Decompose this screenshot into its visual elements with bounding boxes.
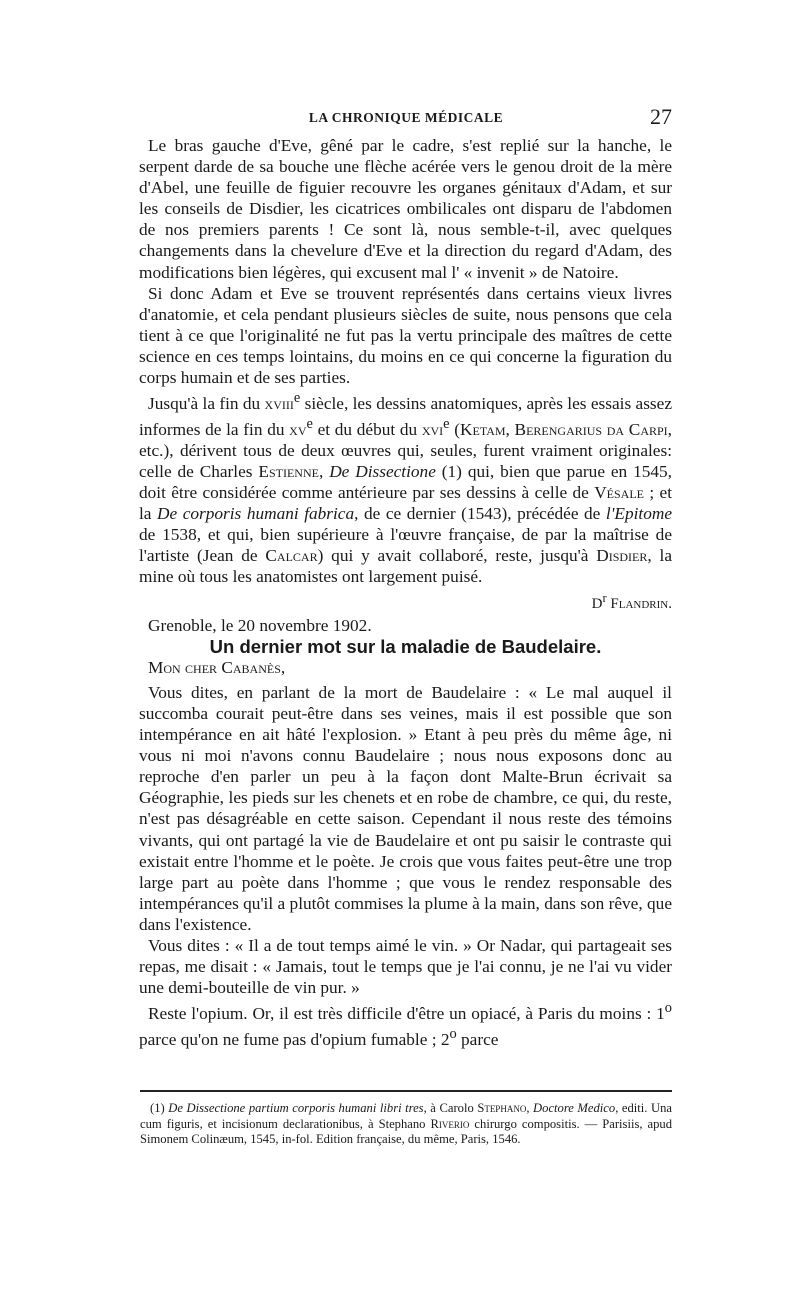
paragraph: Vous dites : « Il a de tout temps aimé le vin. » Or Nadar, qui partageait ses repas, me disait : « Jamais, tout le temps que je l'ai connu, je ne l'ai vu vider une demi-bouteille de vin pur. » [139,936,672,998]
page-header [140,104,672,134]
footnote: (1) De Dissectione partium corporis humani libri tres, à Carolo Stephano, Doctore Medico, editi. Una cum figuris, et incisionum declarationibus, à Stephano Riverio chirurgo compositis. — Parisiis, apud Simonem Colinæum, 1545, in-fol. Edition française, du même, Paris, 1546. [140,1101,672,1146]
place-date: Grenoble, le 20 novembre 1902. [148,615,372,635]
signature: $D^r$ Flandrin. [591,590,672,612]
paragraph: Reste l'opium. Or, il est très difficile d'être un opiacé, à Paris du moins : 1$^o$ parce qu'on ne fume pas d'opium fumable ; 2$^o$ parce [139,1000,672,1049]
paragraph: Le bras gauche d'Eve, gêné par le cadre, s'est replié sur la hanche, le serpent darde de sa bouche une flèche acérée vers le genou droit de la mère d'Abel, une feuille de figuier recouvre les organes génitaux d'Adam, et sur les conseils de Disdier, les cicatrices ombilicales ont disparu de l'abdomen de nos premiers parents ! Ce sont là, nous semble-t-il, avec quelques changements dans la chevelure d'Eve et la direction du regard d'Adam, des modifications bien légères, qui excusent mal l' « invenit » de Natoire. [139,136,672,282]
section-title: Un dernier mot sur la maladie de Baudelaire. [209,635,602,657]
paragraph: Jusqu'à la fin du xviii$^e$ siècle, les dessins anatomiques, après les essais assez informes de la fin du $xv^e$ et du début du xvi$^e$ (Ketam, Berengarius da Carpi, etc.), dérivent tous de deux œuvres qui, seules, furent vraiment originales: celle de Charles Estienne, De Dissectione (1) qui, bien que parue en 1545, doit être considérée comme antérieure par ses dessins à celle de Vésale ; et la De corporis humani fabrica, de ce dernier (1543), précédée de l'Epitome de 1538, et qui, bien supérieure à l'œuvre française, de par la maîtrise de l'artiste (Jean de Calcar) qui y avait collaboré, reste, jusqu'à Disdier, la mine où tous les anatomistes ont largement puisé. [139,390,672,587]
paragraph: Si donc Adam et Eve se trouvent représentés dans certains vieux livres d'anatomie, et cela pendant plusieurs siècles de suite, nous pensons que cela tient à ce que l'originalité ne fut pas la vertu principale des maîtres de cette science en ces temps lointains, du moins en ce qui concerne la figuration du corps humain et de ses parties. [139,283,672,388]
running-title: LA CHRONIQUE MÉDICALE [308,110,504,125]
page-number: 27 [650,104,672,129]
footnote-divider [140,1090,672,1092]
salutation: Mon cher Cabanès, [148,657,286,677]
body-text [139,135,672,1050]
paragraph: Vous dites, en parlant de la mort de Baudelaire : « Le mal auquel il succomba courait peut-être dans ses veines, mais il est possible que son intempérance en ait hâté l'explosion. » Etant à peu près du même âge, ni vous ni moi n'avons connu Baudelaire ; nous nous exposons donc au reproche d'en parler un peu à la façon dont Malte-Brun écrivait sa Géographie, les pieds sur les chenets et en robe de chambre, ce qui, du reste, n'est pas désagréable en cette saison. Cependant il nous reste des témoins vivants, qui ont partagé la vie de Baudelaire et ont pu saisir le contraste qui existait entre l'homme et le poète. Je crois que vous faites peut-être une trop large part au poète dans l'homme ; que vous le rendez responsable des intempérances qu'il a plutôt commises la plume à la main, dans son rêve, que dans l'existence. [139,682,672,934]
